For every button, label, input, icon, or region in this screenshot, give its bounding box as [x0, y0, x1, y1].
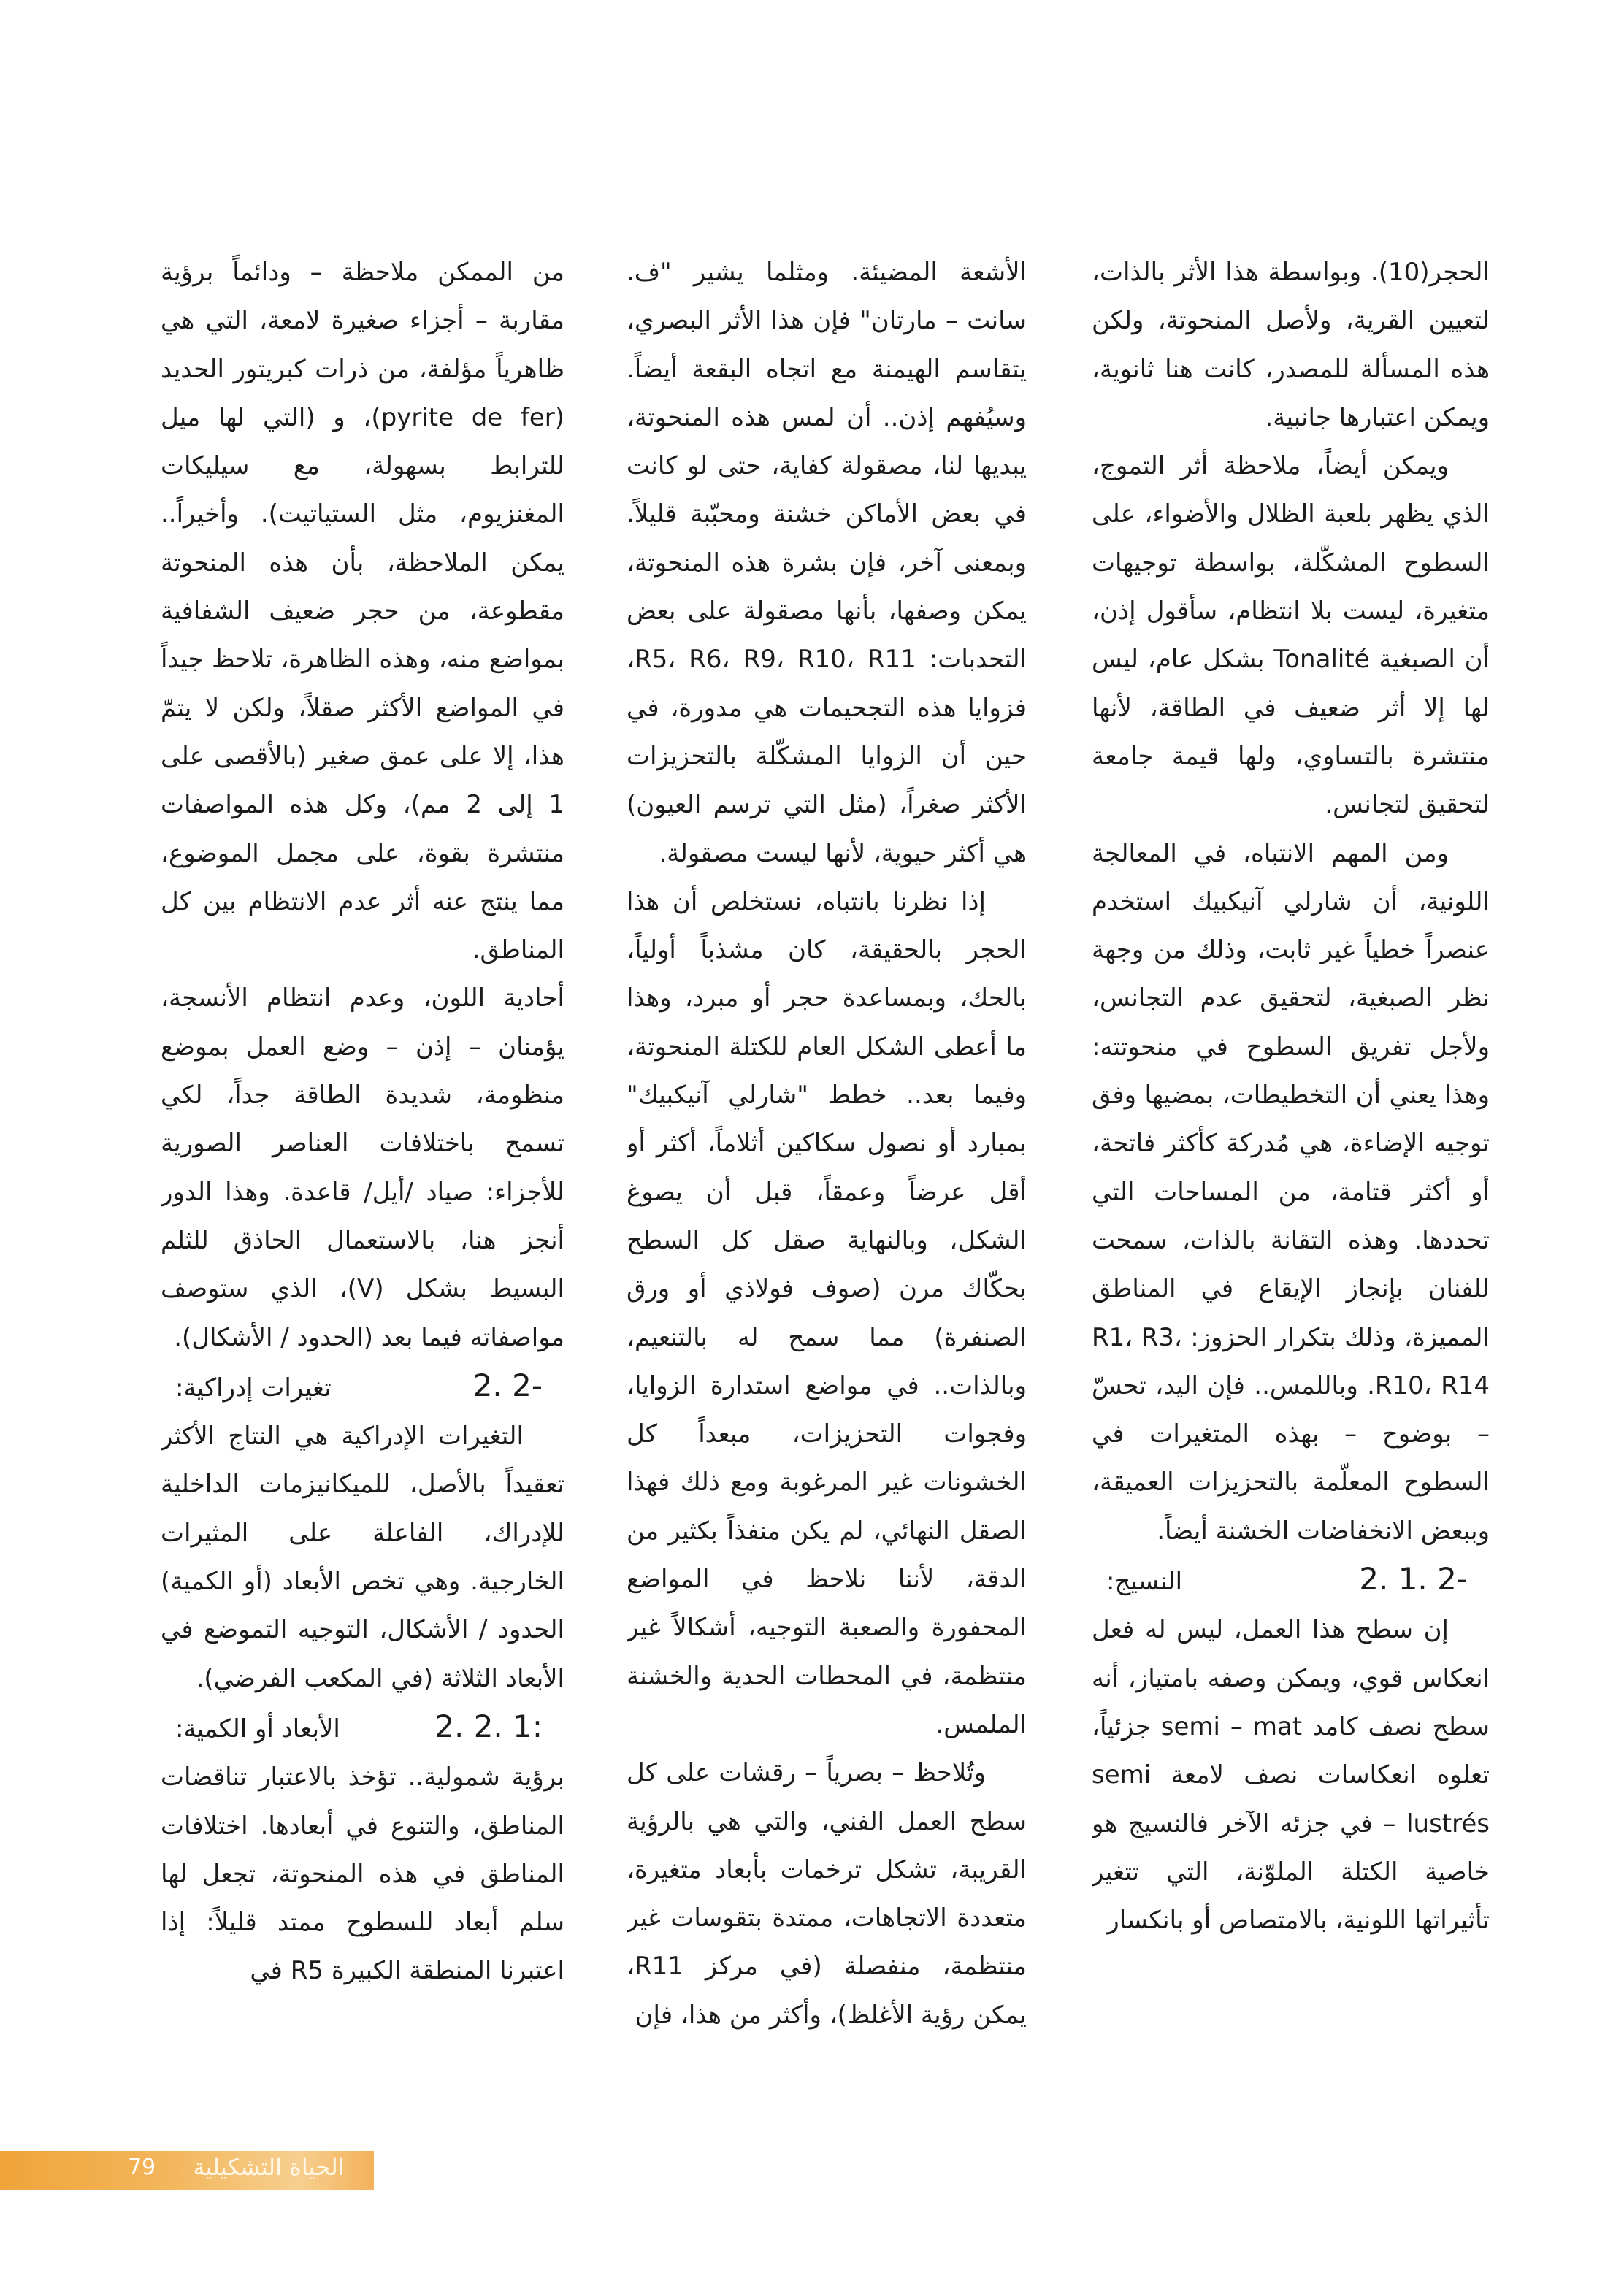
text-column-middle — [627, 248, 1027, 2220]
section-heading — [161, 1703, 564, 1753]
section-number: 2. 1. 2- — [1359, 1561, 1468, 1598]
paragraph: إذا نظرنا بانتباه، نستخلص أن هذا الحجر بالحقيقة، كان مشذباً أولياً، بالحك، وبمساعدة حجر أو مبرد، وهذا ما أعطى الشكل العام للكتلة المنحوتة، وفيما بعد.. خطط "شارلي آنيكبيك" بمبارد أو نصول سكاكين أثلاماً، أكثر أو أقل عرضاً وعمقاً، قبل أن يصوغ الشكل، وبالنهاية صقل كل السطح بحكّاك مرن (صوف فولاذي أو ورق الصنفرة) مما سمح له بالتنعيم، وبالذات.. في مواضع استدارة الزوايا، وفجوات التحزيزات، مبعداً كل الخشونات غير المرغوبة ومع ذلك فهذا الصقل النهائي، لم يكن منفذاً بكثير من الدقة، لأننا نلاحظ في المواضع المحفورة والصعبة التوجيه، أشكالاً غير منتظمة، في المحطات الحدية والخشنة الملمس. — [627, 886, 1027, 1739]
page-number: 79 — [128, 2155, 156, 2180]
paragraph: برؤية شمولية.. تؤخذ بالاعتبار تناقضات المناطق، والتنوع في أبعادها. اختلافات المناطق في هذه المنحوتة، تجعل لها سلم أبعاد للسطوح ممتد قليلاً: إذا اعتبرنا المنطقة الكبيرة R5 في — [161, 1763, 564, 1986]
paragraph: الحجر(10). وبواسطة هذا الأثر بالذات، لتعيين القرية، ولأصل المنحوتة، ولكن هذه المسألة للمصدر، كانت هنا ثانوية، ويمكن اعتبارها جانبية. — [1092, 258, 1490, 432]
section-heading — [161, 1362, 564, 1412]
text-column-right — [1092, 248, 1490, 2220]
section-title: النسيج: — [1106, 1567, 1183, 1597]
paragraph: الأشعة المضيئة. ومثلما يشير "ف. سانت – مارتان" فإن هذا الأثر البصري، يتقاسم الهيمنة مع اتجاه البقعة أيضاً. وسيُفهم إذن.. أن لمس هذه المنحوتة، يبديها لنا، مصقولة كفاية، حتى لو كانت في بعض الأماكن خشنة ومحبّبة قليلاً. وبمعنى آخر، فإن بشرة هذه المنحوتة، يمكن وصفها، بأنها مصقولة على بعض التحدبات: R5، R6، R9، R10، R11، فزوايا هذه التجحيمات هي مدورة، في حين أن الزوايا المشكّلة بالتحزيزات الأكثر صغراً، (مثل التي ترسم العيون) هي أكثر حيوية، لأنها ليست مصقولة. — [627, 258, 1027, 868]
paragraph: التغيرات الإدراكية هي النتاج الأكثر تعقيداً بالأصل، للميكانيزمات الداخلية للإدراك، الفاعلة على المثيرات الخارجية. وهي تخص الأبعاد (أو الكمية) الحدود / الأشكال، التوجيه التموضع في الأبعاد الثلاثة (في المكعب الفرضي). — [161, 1422, 564, 1693]
section-title: الأبعاد أو الكمية: — [175, 1714, 340, 1744]
paragraph: إن سطح هذا العمل، ليس له فعل انعكاس قوي، ويمكن وصفه بامتياز، أنه سطح نصف كامد semi – mat جزئياً، تعلوه انعكاسات نصف لامعة semi lustrés – في جزئه الآخر فالنسيج هو خاصية الكتلة الملوّنة، التي تتغير تأثيراتها اللونية، بالامتصاص أو بانكسار — [1092, 1615, 1490, 1936]
magazine-title: الحياة التشكيلية — [193, 2153, 345, 2181]
paragraph: ومن المهم الانتباه، في المعالجة اللونية، أن شارلي آنيكبيك استخدم عنصراً خطياً غير ثابت، وذلك من وجهة نظر الصبغية، لتحقيق عدم التجانس، ولأجل تفريق السطوح في منحوتته: وهذا يعني أن التخطيطات، بمضيها وفق توجيه الإضاءة، هي مُدركة كأكثر فاتحة، أو أكثر قتامة، من المساحات التي تحددها. وهذه التقانة بالذات، سمحت للفنان بإنجاز الإيقاع في المناطق المميزة، وذلك بتكرار الحزوز: R1، R3، R10، R14. وباللمس.. فإن اليد، تحسّ – بوضوح – بهذه المتغيرات في السطوح المعلّمة بالتحزيزات العميقة، وببعض الانخفاضات الخشنة أيضاً. — [1092, 838, 1490, 1546]
section-title: تغيرات إدراكية: — [175, 1373, 332, 1403]
paragraph: وتُلاحظ – بصرياً – رقشات على كل سطح العمل الفني، والتي هي بالرؤية القريبة، تشكل ترخمات بأبعاد متغيرة، متعددة الاتجاهات، ممتدة بتقوسات غير منتظمة، منفصلة (في مركز R11، يمكن رؤية الأغلظ)، وأكثر من هذا، فإن — [627, 1758, 1027, 2030]
paragraph: من الممكن ملاحظة – ودائماً برؤية مقاربة – أجزاء صغيرة لامعة، التي هي ظاهرياً مؤلفة، من ذرات كبريتور الحديد (pyrite de fer)، و (التي لها ميل للترابط بسهولة، مع سيليكات المغنزيوم، مثل الستياتيت). وأخيراً.. يمكن الملاحظة، بأن هذه المنحوتة مقطوعة، من حجر ضعيف الشفافية بمواضع منه، وهذه الظاهرة، تلاحظ جيداً في المواضع الأكثر صقلاً، ولكن لا يتمّ هذا، إلا على عمق صغير (بالأقصى على 1 إلى 2 مم)، وكل هذه المواصفات منتشرة بقوة، على مجمل الموضوع، مما ينتج عنه أثر عدم الانتظام بين كل المناطق. — [161, 258, 564, 965]
paragraph: ويمكن أيضاً، ملاحظة أثر التموج، الذي يظهر بلعبة الظلال والأضواء، على السطوح المشكّلة، بواسطة توجيهات متغيرة، ليست بلا انتظام، سأقول إذن، أن الصبغية Tonalité بشكل عام، ليس لها إلا أثر ضعيف في الطاقة، لأنها منتشرة بالتساوي، ولها قيمة جامعة لتحقيق لتجانس. — [1092, 451, 1490, 820]
section-heading — [1092, 1555, 1490, 1606]
text-column-left — [161, 248, 564, 2220]
section-number: 2. 2. 1: — [434, 1708, 543, 1744]
paragraph: أحادية اللون، وعدم انتظام الأنسجة، يؤمنان – إذن – وضع العمل بموضع منظومة، شديدة الطاقة جداً، لكي تسمح باختلافات العناصر الصورية للأجزاء: صياد /أيل/ قاعدة. وهذا الدور أنجز هنا، بالاستعمال الحاذق للثلم البسيط بشكل (V)، الذي ستوصف مواصفاته فيما بعد (الحدود / الأشكال). — [161, 983, 564, 1352]
section-number: 2. 2- — [472, 1367, 543, 1403]
